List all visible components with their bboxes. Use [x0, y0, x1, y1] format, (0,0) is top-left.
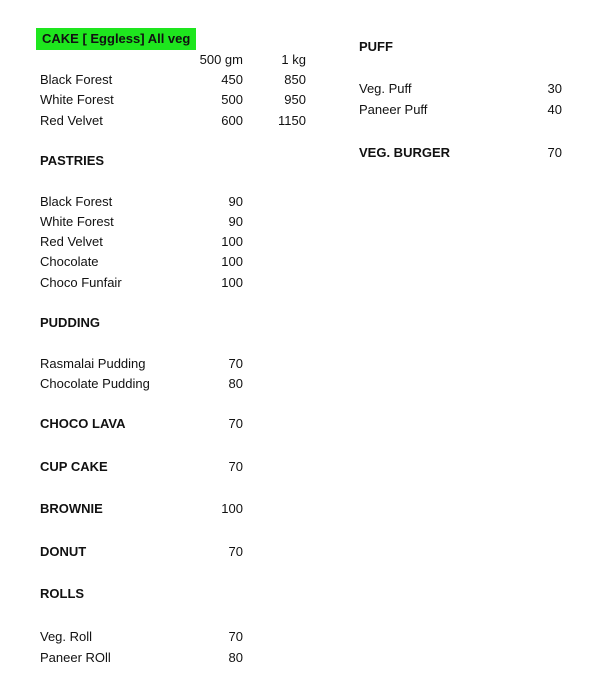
cake-item-price-500gm: 450: [221, 72, 243, 87]
puff-row: [0, 80, 607, 98]
puff-price: 30: [547, 81, 562, 96]
pastry-price: 90: [228, 194, 243, 209]
puff-heading: [0, 38, 607, 56]
brownie-title: BROWNIE: [40, 501, 103, 516]
cake-col-500gm: 500 gm: [199, 52, 243, 67]
roll-name: Veg. Roll: [40, 629, 93, 644]
pastry-row: [0, 193, 300, 211]
cake-item-name: White Forest: [40, 92, 114, 107]
pudding-name: Rasmalai Pudding: [40, 356, 146, 371]
cake-col-1kg: 1 kg: [281, 52, 306, 67]
rolls-heading: [0, 585, 300, 603]
donut-price: 70: [228, 544, 243, 559]
pastry-price: 100: [221, 234, 243, 249]
cake-item-name: Black Forest: [40, 72, 113, 87]
donut-row: [0, 543, 300, 561]
pudding-row: [0, 355, 300, 373]
pastry-row: [0, 274, 300, 292]
choco-lava-title: CHOCO LAVA: [40, 416, 126, 431]
pudding-price: 70: [228, 356, 243, 371]
roll-row: [0, 649, 300, 667]
pastry-price: 100: [221, 254, 243, 269]
pudding-title: PUDDING: [40, 315, 100, 330]
veg-burger-price: 70: [547, 145, 562, 160]
pudding-price: 80: [228, 376, 243, 391]
pastry-name: Chocolate: [40, 254, 99, 269]
pastry-price: 90: [228, 214, 243, 229]
cake-item-name: Red Velvet: [40, 113, 103, 128]
pudding-heading: [0, 314, 300, 332]
roll-price: 70: [228, 629, 243, 644]
cup-cake-title: CUP CAKE: [40, 459, 108, 474]
choco-lava-price: 70: [228, 416, 243, 431]
cup-cake-row: [0, 458, 300, 476]
pastry-name: White Forest: [40, 214, 114, 229]
puff-name: Veg. Puff: [359, 81, 412, 96]
pastry-name: Red Velvet: [40, 234, 103, 249]
choco-lava-row: [0, 415, 300, 433]
donut-title: DONUT: [40, 544, 87, 559]
pudding-name: Chocolate Pudding: [40, 376, 150, 391]
pastry-price: 100: [221, 275, 243, 290]
pastry-name: Black Forest: [40, 194, 113, 209]
pastry-row: [0, 213, 300, 231]
pastry-row: [0, 253, 300, 271]
puff-row: [0, 101, 607, 119]
cake-item-price-500gm: 500: [221, 92, 243, 107]
cup-cake-price: 70: [228, 459, 243, 474]
pastries-title: PASTRIES: [40, 153, 105, 168]
cake-item-price-500gm: 600: [221, 113, 243, 128]
pastry-name: Choco Funfair: [40, 275, 122, 290]
roll-row: [0, 628, 300, 646]
pastry-row: [0, 233, 300, 251]
roll-name: Paneer ROll: [40, 650, 111, 665]
veg-burger-row: [0, 144, 607, 162]
cake-heading: CAKE [ Eggless] All veg: [36, 28, 196, 50]
puff-price: 40: [547, 102, 562, 117]
puff-name: Paneer Puff: [359, 102, 428, 117]
veg-burger-title: VEG. BURGER: [359, 145, 451, 160]
cake-item-price-1kg: 1150: [278, 113, 306, 128]
cake-item-price-1kg: 850: [284, 72, 306, 87]
roll-price: 80: [228, 650, 243, 665]
puff-title: PUFF: [359, 39, 393, 54]
rolls-title: ROLLS: [40, 586, 85, 601]
brownie-row: [0, 500, 300, 518]
brownie-price: 100: [221, 501, 243, 516]
pudding-row: [0, 375, 300, 393]
cake-item-price-1kg: 950: [284, 92, 306, 107]
